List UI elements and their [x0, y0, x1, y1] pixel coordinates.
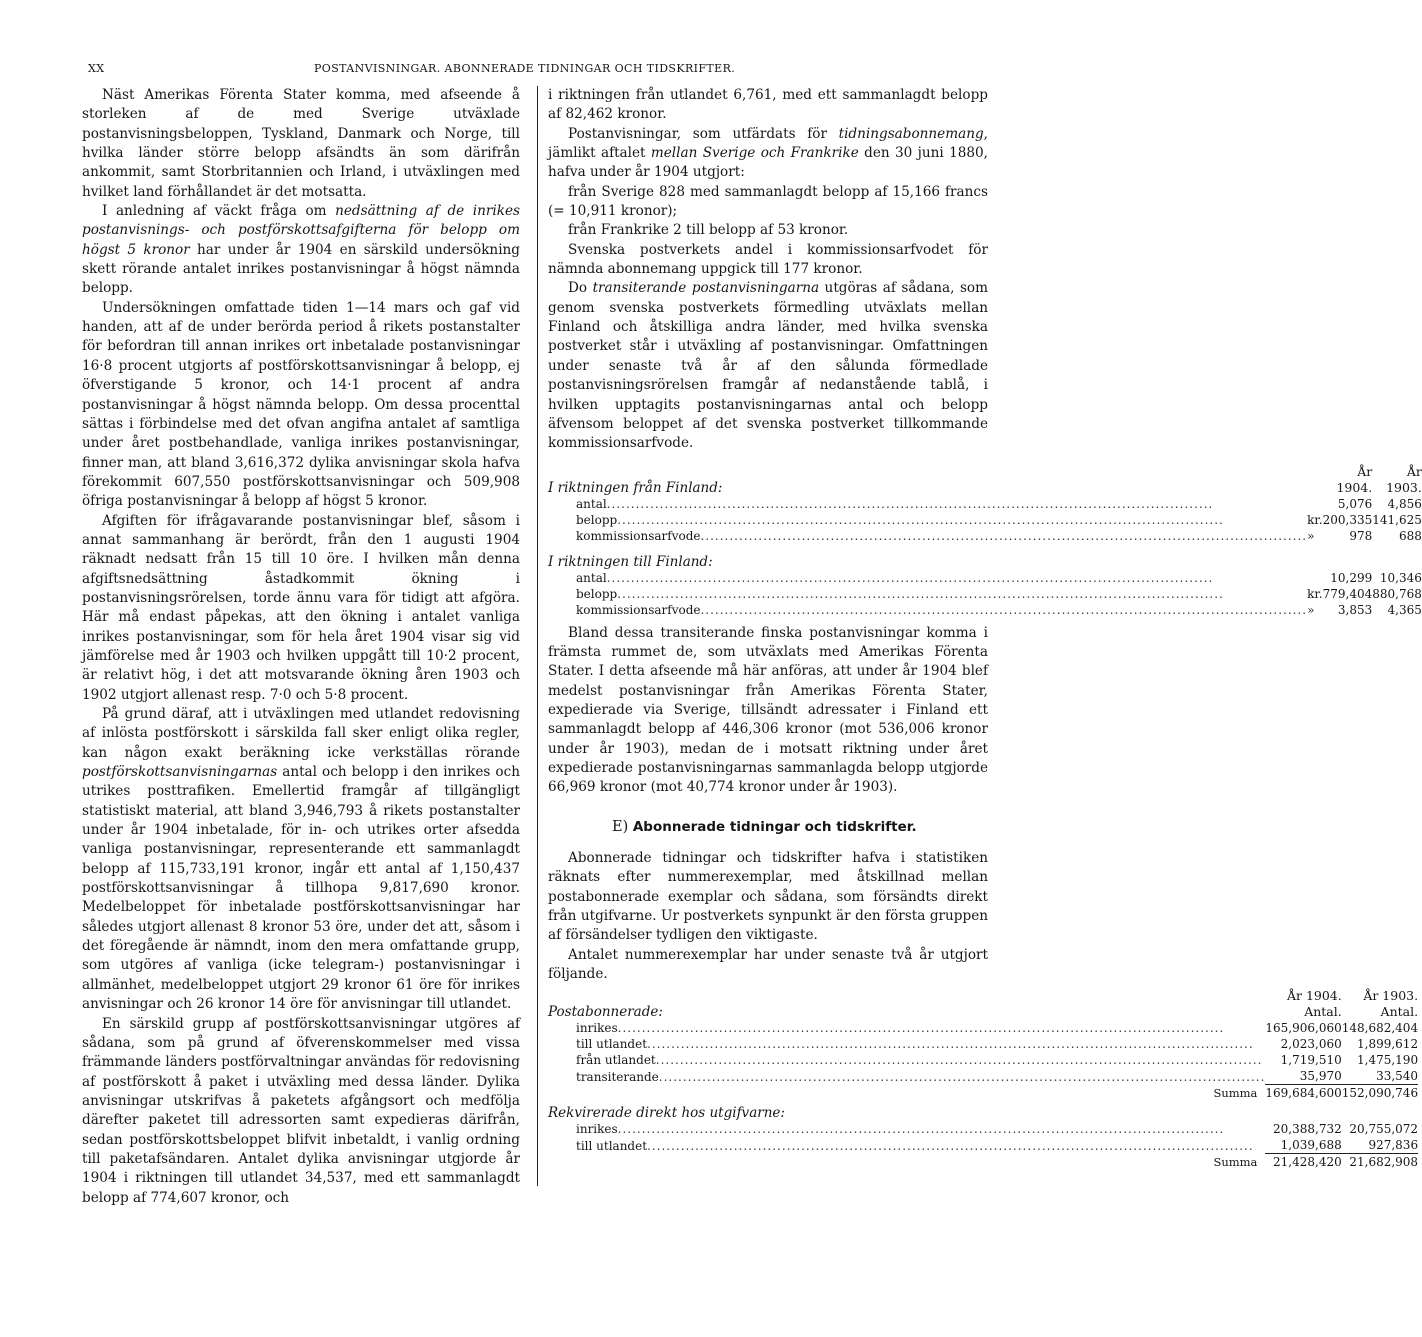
text-run: utgöras af sådana, som genom svenska postverkets förmedling utväxlats mellan Finland och åtskilliga andra länder, med hvilka svenska postverket står i utväxling af postanvisningar. Omfattningen under senaste två år af den sålunda förmedlade postanvisningsrörelsen framgår af nedanstående tablå, i hvilken upptagits postanvisningarnas antal och belopp äfvensom beloppet af det svenska postverket tillkommande kommissionsarfvode. [548, 280, 988, 452]
page-number: XX [88, 62, 105, 75]
paragraph: från Frankrike 2 till belopp af 53 kronor. [568, 222, 849, 239]
text-run: , jämlikt aftalet [548, 125, 988, 162]
paragraph [82, 705, 520, 1015]
row-label: antal ..... [548, 496, 1307, 512]
cell-1903: 20,755,072 [1349, 1122, 1419, 1137]
cell-1904: 10,299 [1330, 570, 1373, 585]
row-label: kommissionsarfvode ..... [548, 528, 1307, 544]
text-run: Postanvisningar, som utfärdats för [568, 125, 839, 142]
paragraph [82, 202, 520, 299]
row-label: inrikes ..... [548, 1020, 1265, 1036]
paragraph: Antalet nummerexemplar har under senaste två år utgjort följande. [548, 946, 988, 983]
table-row [548, 496, 1422, 512]
sum-label: Summa [1213, 1086, 1258, 1101]
cell-1904: 165,906,060 [1265, 1021, 1342, 1036]
row-label: från utlandet ..... [548, 1052, 1265, 1068]
section-heading [548, 818, 988, 837]
paragraph: i riktningen från utlandet 6,761, med ett sammanlagdt belopp af 82,462 kronor. [548, 87, 988, 123]
section-title: I riktningen till Finland: [548, 553, 713, 570]
cell-1904: 779,404 [1322, 586, 1373, 601]
cell-1903: 4,856 [1387, 496, 1422, 511]
row-unit: kr. [1307, 512, 1323, 527]
table-header-row [548, 464, 1422, 496]
cell-1903: 141,625 [1372, 512, 1422, 527]
italic-run: tidningsabonnemang [838, 125, 984, 142]
paragraph: Svenska postverkets andel i kommissionsarfvodet för nämnda abonnemang uppgick till 177 kronor. [548, 241, 988, 278]
table-header-row [548, 1004, 1418, 1020]
text-run: I anledning af väckt fråga om [102, 203, 336, 220]
table-row [548, 1052, 1418, 1068]
paragraph: Bland dessa transiterande finska postanvisningar komma i främsta rummet de, som utväxlats med Amerikas Förenta Stater. I detta afseende må här anföras, att under år 1904 blef medelst postanvisningar från Amerikas Förenta Stater, expedierade via Sverige, tillsändt adressater i Finland ett sammanlagdt belopp af 446,306 kronor (mot 536,006 kronor under år 1903), medan de i motsatt riktning under året expedierade postanvisningarnas sammanlagda belopp utgjorde 66,969 kronor (mot 40,774 kronor under år 1903). [548, 624, 988, 796]
table-row [548, 512, 1422, 528]
sum-1903: 21,682,908 [1349, 1155, 1419, 1170]
text-run: den 30 juni 1880, hafva under år 1904 utgjort: [548, 145, 988, 181]
text-run: antal och belopp i den inrikes och utrikes posttrafiken. Emellertid framgår af tillgängligt statistiskt material, att bland 3,946,793 å rikets postanstalter under år 1904 inbetalade, för in- och utrikes orter afsedda vanliga postanvisningar, representerande ett sammanlagdt belopp af 115,733,191 kronor, ingår ett antal af 1,150,437 postförskottsanvisningar å tillhopa 9,817,690 kronor. Medelbeloppet för inbetalade postförskottsanvisningar har således utgjort allenast 8 kronor 53 öre, under det att, såsom i det föregående är nämndt, inom den mera omfattande grupp, som utgöres af vanliga (icke telegram-) postanvisningar i allmänhet, medelbeloppet utgjort 29 kronor 61 öre för inrikes anvisningar och 26 kronor 14 öre för anvisningar till utlandet. [82, 764, 520, 1013]
column-divider [537, 86, 538, 1186]
section-title: I riktningen från Finland: [548, 479, 723, 496]
row-label: till utlandet ..... [548, 1138, 1265, 1154]
column-header: År 1903. [1363, 988, 1419, 1004]
paragraph: Undersökningen omfattade tiden 1—14 mars och gaf vid handen, att af de under berörda period å rikets postanstalter för befordran till annan inrikes ort inbetalade postanvisningar 16·8 procent utgjorts af postförskottsanvisningar å belopp, ej öfverstigande 5 kronor, och 14·1 procent af andra postanvisningar å högst nämnda belopp. Om dessa procenttal sättas i förbindelse med det ofvan angifna antalet af samtliga under året postbehandlade, vanliga inrikes postanvisningar, finner man, att bland 3,616,372 dylika anvisningar skola hafva förekommit 607,550 postförskottsanvisningar och 509,908 öfriga postanvisningar å belopp af högst 5 kronor. [82, 299, 520, 510]
row-label: till utlandet ..... [548, 1036, 1265, 1052]
row-unit: » [1307, 602, 1315, 617]
section-title: Rekvirerade direkt hos utgifvarne: [548, 1105, 785, 1122]
cell-1903: 4,365 [1387, 602, 1422, 617]
cell-1903: 688 [1398, 528, 1422, 543]
column-subheader: Antal. [1380, 1004, 1419, 1020]
sum-1903: 152,090,746 [1341, 1086, 1419, 1101]
cell-1904: 35,970 [1265, 1068, 1341, 1085]
text-run: På grund däraf, att i utväxlingen med utlandet redovisning af inlösta postförskott i särskilda fall sker enligt olika regler, kan någon exakt beräkning icke verkställas rörande [82, 706, 520, 761]
heading-letter: E) [612, 818, 629, 835]
paragraph [548, 279, 988, 453]
row-label: transiterande ..... [548, 1069, 1265, 1085]
row-label: antal ..... [548, 570, 1307, 586]
running-title: POSTANVISNINGAR. ABONNERADE TIDNINGAR OCH TIDSKRIFTER. [314, 62, 736, 75]
table-row [548, 570, 1422, 586]
table-row [548, 1036, 1418, 1052]
cell-1904: 1,039,688 [1265, 1137, 1341, 1154]
text-run: har under år 1904 en särskild undersökning skett rörande antalet inrikes postanvisningar å högst nämnda belopp. [82, 241, 520, 297]
column-header: År 1904. [1286, 988, 1342, 1004]
paragraph [548, 125, 988, 183]
left-column [82, 86, 520, 1208]
row-unit: » [1307, 528, 1315, 543]
italic-run: mellan Sverige och Frankrike [650, 145, 859, 162]
sum-row [548, 1085, 1418, 1102]
column-subheader: Antal. [1304, 1004, 1342, 1020]
cell-1903: 880,768 [1372, 586, 1422, 601]
table-row [548, 1121, 1418, 1137]
table-section-row [548, 554, 1422, 570]
cell-1904: 1,719,510 [1280, 1053, 1342, 1068]
cell-1904: 2,023,060 [1280, 1037, 1342, 1052]
row-label: belopp ..... [548, 512, 1307, 528]
italic-run: postförskottsanvisningarnas [82, 764, 278, 781]
row-unit [1307, 570, 1323, 586]
table-row [548, 586, 1422, 602]
subscriptions-table [548, 988, 1418, 1170]
cell-1904: 5,076 [1337, 496, 1373, 511]
right-column [548, 86, 1422, 1176]
table-section-row [548, 1101, 1418, 1121]
table-row [548, 528, 1422, 544]
sum-label: Summa [1213, 1155, 1258, 1170]
transit-table [548, 464, 1422, 618]
row-label: kommissionsarfvode ..... [548, 602, 1307, 618]
cell-1903: 148,682,404 [1341, 1021, 1419, 1036]
spacer-row [548, 544, 1422, 554]
sum-row [548, 1154, 1418, 1171]
table-row [548, 1020, 1418, 1036]
column-header: År 1904. [1336, 463, 1373, 495]
sum-1904: 169,684,600 [1265, 1086, 1342, 1101]
paragraph: En särskild grupp af postförskottsanvisningar utgöres af sådana, som på grund af öfverenskommelser med vissa främmande länders postförvaltningar användas för redovisning af postförskott å paket i utväxling med dessa länder. Dylika anvisningar utskrifvas å paketets afgångsort och medfölja därefter paketet till adressorten samt expedieras därifrån, sedan postförskottsbeloppet blifvit inbetaldt, i vanlig ordning till paketafsändaren. Antalet dylika anvisningar utgjorde år 1904 i riktningen till utlandet 34,537, med ett sammanlagdt belopp af 774,607 kronor, och [82, 1015, 520, 1206]
section-title: Postabonnerade: [548, 1004, 663, 1021]
paragraph: Afgiften för ifrågavarande postanvisningar blef, såsom i annat sammanhang är berördt, från den 1 augusti 1904 räknadt nedsatt från 15 till 10 öre. I hvilken mån denna afgiftsnedsättning åstadkommit ökning i postanvisningsrörelsen, torde ännu vara för tidigt att afgöra. Här må endast påpekas, att den ökning i antalet vanliga inrikes postanvisningar, som för hela året 1904 visar sig vid jämförelse med år 1903 och hvilken uppgått till 10·2 procent, är relativt hög, i det att motsvarande ökning åren 1903 och 1902 utgjort allenast resp. 7·0 och 5·8 procent. [82, 512, 520, 703]
column-header: År 1903. [1386, 463, 1422, 495]
table-header-row [548, 988, 1418, 1004]
cell-1903: 1,475,190 [1357, 1053, 1419, 1068]
italic-run: nedsättning af de inrikes postanvisnings- och postförskottsafgifterna för belopp om högst 5 kronor [82, 203, 520, 258]
row-unit [1307, 496, 1323, 512]
row-label: belopp ..... [548, 586, 1307, 602]
paragraph: från Sverige 828 med sammanlagdt belopp af 15,166 francs (= 10,911 kronor); [548, 183, 988, 220]
paragraph: Näst Amerikas Förenta Stater komma, med afseende å storleken af de med Sverige utväxlade postanvisningsbeloppen, Tyskland, Danmark och Norge, till hvilka länder större belopp afsändts än som därifrån ankommit, samt Storbritannien och Irland, i utväxlingen med hvilket land förhållandet är det motsatta. [82, 87, 520, 200]
heading-title: Abonnerade tidningar och tidskrifter. [632, 818, 917, 835]
cell-1903: 10,346 [1379, 570, 1422, 585]
cell-1904: 200,335 [1322, 512, 1373, 527]
cell-1903: 33,540 [1342, 1068, 1418, 1085]
cell-1904: 978 [1349, 528, 1373, 543]
cell-1903: 1,899,612 [1357, 1037, 1419, 1052]
italic-run: transiterande postanvisningarna [592, 280, 820, 297]
running-header [88, 62, 978, 78]
row-unit: kr. [1307, 586, 1323, 601]
cell-1903: 927,836 [1342, 1137, 1418, 1154]
sum-1904: 21,428,420 [1273, 1155, 1342, 1170]
cell-1904: 20,388,732 [1273, 1122, 1342, 1137]
row-label: inrikes ..... [548, 1121, 1265, 1137]
table-row [548, 1137, 1418, 1154]
text-run: Do [568, 280, 593, 297]
paragraph: Abonnerade tidningar och tidskrifter hafva i statistiken räknats efter nummerexemplar, med åtskillnad mellan postabonnerade exemplar och sådana, som försändts direkt från utgifvarne. Ur postverkets synpunkt är den första gruppen af försändelser tydligen den viktigaste. [548, 849, 988, 944]
table-row [548, 602, 1422, 618]
table-row [548, 1068, 1418, 1085]
cell-1904: 3,853 [1337, 602, 1373, 617]
